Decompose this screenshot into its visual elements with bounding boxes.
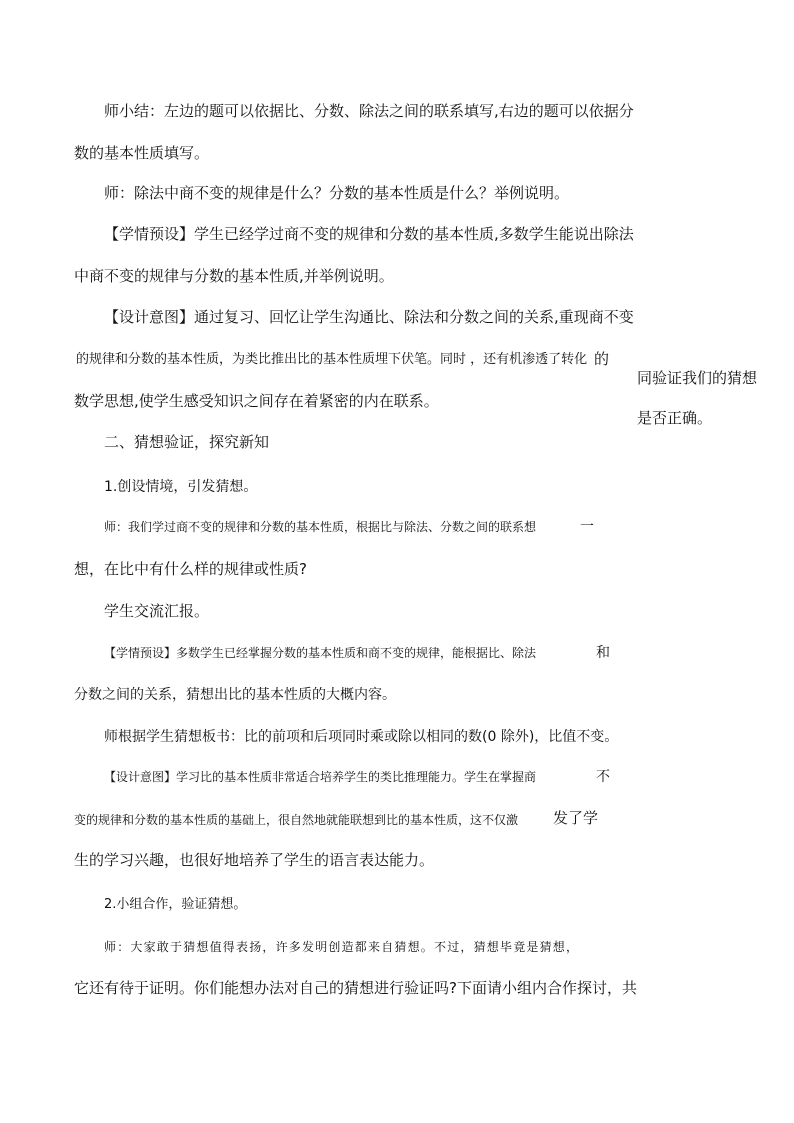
p5-line1b: 一 — [580, 519, 594, 535]
p10-line2: 它还有待于证明。你们能想办法对自己的猜想进行验证吗?下面请小组内合作探讨，共 — [74, 979, 637, 997]
p9-line3: 生的学习兴趣，也很好地培养了学生的语言表达能力。 — [74, 851, 435, 869]
p4-line3: 数学思想,使学生感受知识之间存在着紧密的内在联系。 — [74, 392, 439, 410]
item2-heading: 2.小组合作，验证猜想。 — [104, 897, 247, 912]
p7-line2: 分数之间的关系，猜想出比的基本性质的大概内容。 — [74, 687, 396, 703]
p5-line1a: 师：我们学过商不变的规律和分数的基本性质，根据比与除法、分数之间的联系想 — [104, 520, 537, 534]
p9-line1b: 不 — [596, 769, 610, 785]
p7-line1a: 【学情预设】多数学生已经掌握分数的基本性质和商不变的规律，能根据比、除法 — [104, 646, 537, 660]
p1-line1: 师小结：左边的题可以依据比、分数、除法之间的联系填写,右边的题可以依据分 — [104, 102, 634, 120]
p5-line2: 想，在比中有什么样的规律或性质? — [74, 560, 307, 578]
p10-line1: 师：大家敢于猜想值得表扬，许多发明创造都来自猜想。不过，猜想毕竟是猜想， — [104, 940, 580, 954]
p9-line2b: 发了学 — [553, 809, 599, 827]
p1-line2: 数的基本性质填写。 — [74, 144, 210, 162]
p9-line1a: 【设计意图】学习比的基本性质非常适合培养学生的类比推理能力。学生在掌握商 — [104, 770, 537, 784]
section-heading-2: 二、猜想验证，探究新知 — [104, 433, 270, 451]
p7-line1b: 和 — [596, 645, 610, 661]
p8-text: 师根据学生猜想板书：比的前项和后项同时乘或除以相同的数(0 除外)，比值不变。 — [104, 729, 619, 745]
p3-line2: 中商不变的规律与分数的基本性质,并举例说明。 — [74, 267, 394, 285]
p2-text: 师：除法中商不变的规律是什么？分数的基本性质是什么？举例说明。 — [104, 184, 570, 202]
p9-line2a: 变的规律和分数的基本性质的基础上，很自然地就能联想到比的基本性质，这不仅激 — [74, 813, 519, 827]
sidebar-line2: 是否正确。 — [637, 409, 713, 427]
p4-line2b: 的 — [594, 350, 610, 368]
item1-heading: 1.创设情境，引发猜想。 — [104, 479, 258, 495]
p4-line1: 【设计意图】通过复习、回忆让学生沟通比、除法和分数之间的关系,重现商不变 — [104, 308, 634, 326]
p3-line1: 【学情预设】学生已经学过商不变的规律和分数的基本性质,多数学生能说出除法 — [104, 225, 634, 243]
p4-line2a: 的规律和分数的基本性质，为类比推出比的基本性质埋下伏笔。同时 ，还有机渗透了转化 — [76, 352, 588, 367]
sidebar-line1: 同验证我们的猜想 — [637, 369, 758, 387]
p6-text: 学生交流汇报。 — [104, 602, 210, 620]
